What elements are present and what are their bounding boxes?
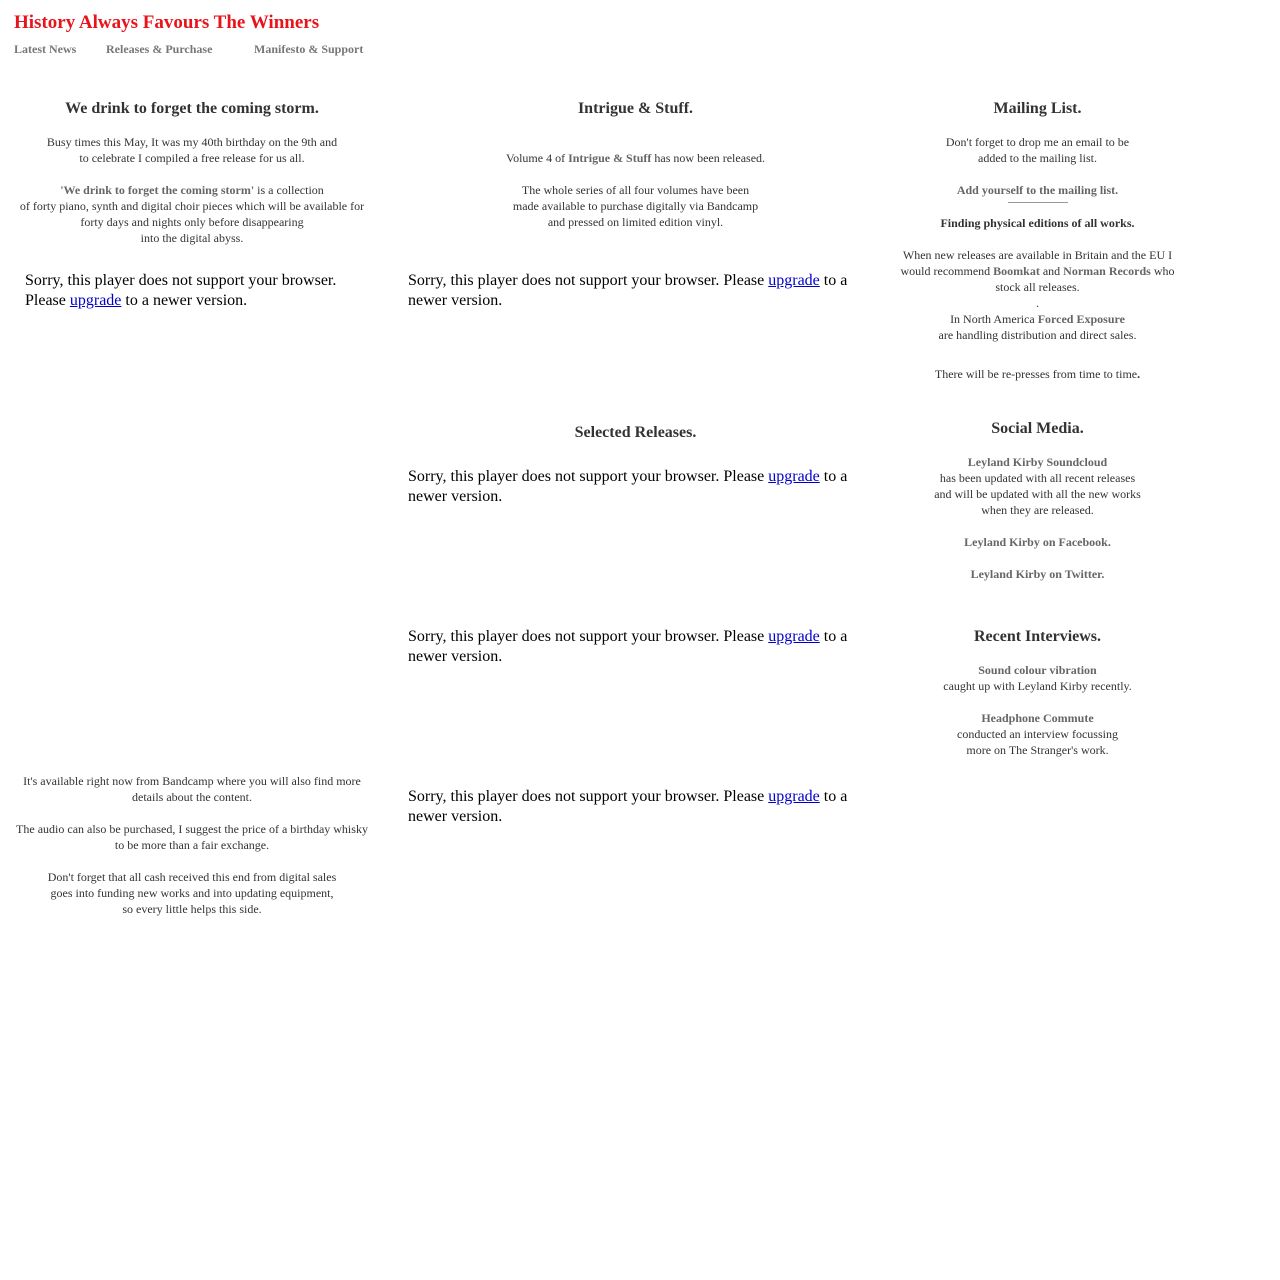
player-rest-text: to a newer version.: [408, 468, 848, 505]
left-p1-line2: to celebrate I compiled a free release for us all.: [79, 151, 305, 165]
left-p4-line1: The audio can also be purchased, I suggest the price of a birthday whisky: [16, 822, 368, 836]
left-column-top: [14, 99, 370, 246]
left-p5-line2: goes into funding new works and into updating equipment,: [50, 886, 334, 900]
player-rest-text: to a newer version.: [408, 628, 848, 665]
recent-interviews-heading: Recent Interviews.: [973, 628, 1102, 645]
right-column-mailing: [895, 99, 1180, 382]
left-p3-line1: It's available right now from Bandcamp where you will also find more: [23, 774, 361, 788]
player-rest-text: to a newer version.: [408, 788, 848, 825]
audio-player-middle-2: [408, 467, 848, 507]
middle-volume-line: Volume 4 of Intrigue & Stuff has now been released.: [505, 151, 766, 165]
facebook-link[interactable]: Leyland Kirby on Facebook.: [964, 535, 1111, 549]
norman-records-link[interactable]: Norman Records: [1063, 264, 1151, 278]
north-america-line2: are handling distribution and direct sales.: [938, 328, 1137, 342]
left-p2-line1: [14, 182, 370, 198]
social-media-heading: Social Media.: [991, 420, 1084, 437]
nav-manifesto-support[interactable]: Manifesto & Support: [254, 42, 364, 56]
audio-player-middle-1: [408, 271, 848, 311]
mailing-list-heading: Mailing List.: [993, 100, 1082, 117]
forced-exposure-link[interactable]: Forced Exposure: [1037, 312, 1125, 326]
left-p1-line1: Busy times this May, It was my 40th birthday on the 9th and: [46, 135, 338, 149]
intrigue-stuff-bold: Intrigue & Stuff: [568, 151, 652, 165]
soundcloud-line2: and will be updated with all the new works: [934, 487, 1141, 501]
upgrade-link[interactable]: upgrade: [768, 628, 820, 645]
boomkat-link[interactable]: Boomkat: [993, 264, 1040, 278]
upgrade-link[interactable]: upgrade: [768, 272, 820, 289]
player-unsupported-text: Sorry, this player does not support your browser. Please: [408, 468, 769, 485]
middle-heading: Intrigue & Stuff.: [577, 100, 694, 117]
hc-line2: more on The Stranger's work.: [966, 743, 1109, 757]
player-unsupported-text: Sorry, this player does not support your browser. Please: [408, 628, 769, 645]
left-p3-line2: details about the content.: [132, 790, 252, 804]
when-line1: When new releases are available in Britain and the EU I: [902, 248, 1173, 262]
upgrade-link[interactable]: upgrade: [768, 468, 820, 485]
release-title-bold: 'We drink to forget the coming storm': [60, 183, 255, 197]
upgrade-link[interactable]: upgrade: [69, 292, 122, 309]
selected-releases-heading: Selected Releases.: [574, 424, 697, 441]
represses-line: There will be re-presses from time to time.: [934, 367, 1141, 381]
north-america-line1: In North America Forced Exposure: [950, 312, 1125, 326]
middle-series-line3: and pressed on limited edition vinyl.: [547, 215, 724, 229]
scv-line: caught up with Leyland Kirby recently.: [943, 679, 1132, 693]
upgrade-link[interactable]: upgrade: [768, 788, 820, 805]
left-heading: We drink to forget the coming storm.: [65, 100, 319, 117]
nav-releases-purchase[interactable]: Releases & Purchase: [106, 42, 213, 56]
middle-series-line1: The whole series of all four volumes have been: [521, 183, 750, 197]
mailing-line2: added to the mailing list.: [978, 151, 1097, 165]
middle-series-line2: made available to purchase digitally via Bandcamp: [512, 199, 759, 213]
selected-releases-section: [408, 423, 863, 443]
left-p2-line4: into the digital abyss.: [140, 231, 244, 245]
left-p2-line2: of forty piano, synth and digital choir pieces which will be available for: [19, 199, 365, 213]
player-rest-text: to a newer version.: [121, 292, 248, 309]
mailing-line1: Don't forget to drop me an email to be: [945, 135, 1130, 149]
player-rest-text: to a newer version.: [408, 272, 848, 309]
mailing-list-link[interactable]: Add yourself to the mailing list.: [956, 183, 1119, 197]
audio-player-left: [25, 271, 355, 311]
left-p2-rest: is a collection: [254, 183, 324, 197]
left-column-bottom: [14, 773, 370, 917]
soundcloud-line1: has been updated with all recent releases: [939, 471, 1136, 485]
finding-physical-heading: Finding physical editions of all works.: [940, 216, 1135, 230]
separator-dot: .: [1036, 296, 1039, 310]
player-unsupported-text: Sorry, this player does not support your browser. Please: [408, 272, 769, 289]
sound-colour-vibration-link[interactable]: Sound colour vibration: [978, 663, 1097, 677]
player-unsupported-text: Sorry, this player does not support your browser. Please: [25, 272, 337, 309]
left-p5-line3: so every little helps this side.: [122, 902, 262, 916]
middle-column-top: [408, 99, 863, 230]
soundcloud-link[interactable]: Leyland Kirby Soundcloud: [967, 455, 1108, 469]
when-line3: stock all releases.: [995, 280, 1080, 294]
player-unsupported-text: Sorry, this player does not support your browser. Please: [408, 788, 769, 805]
nav-latest-news[interactable]: Latest News: [14, 42, 77, 56]
left-p2-line3: forty days and nights only before disappearing: [80, 215, 304, 229]
hc-line1: conducted an interview focussing: [957, 727, 1118, 741]
soundcloud-line3: when they are released.: [981, 503, 1094, 517]
right-column-interviews: [895, 627, 1180, 758]
headphone-commute-link[interactable]: Headphone Commute: [981, 711, 1094, 725]
when-line2: would recommend Boomkat and Norman Records who: [900, 264, 1175, 278]
left-p4-line2: to be more than a fair exchange.: [114, 838, 270, 852]
twitter-link[interactable]: Leyland Kirby on Twitter.: [970, 567, 1105, 581]
left-p5-line1: Don't forget that all cash received this end from digital sales: [47, 870, 337, 884]
audio-player-middle-4: [408, 787, 848, 827]
right-column-social: [895, 419, 1180, 582]
site-title[interactable]: History Always Favours The Winners: [14, 12, 320, 33]
audio-player-middle-3: [408, 627, 848, 667]
